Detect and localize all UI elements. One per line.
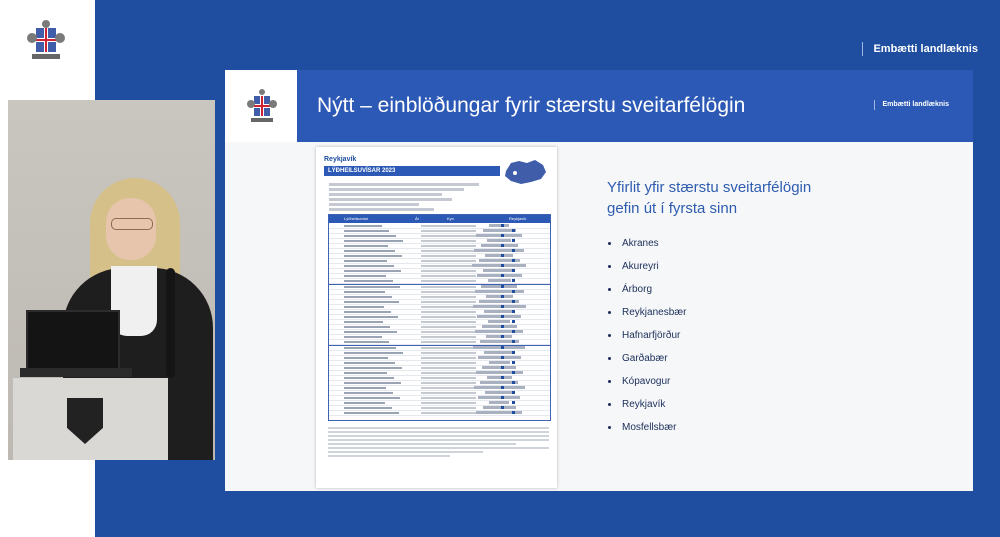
bullet-icon [608,334,611,337]
table-rows [329,224,550,420]
iceland-map-icon [501,157,549,187]
bullet-icon [608,311,611,314]
town-name: Mosfellsbær [622,422,677,433]
list-item [607,260,937,283]
column-header: Lýðheilsuvísir [344,216,369,221]
town-name: Akureyri [622,261,659,272]
slide-header [225,70,973,142]
table-row [329,340,550,345]
doc-footnotes [328,425,549,480]
table-row [329,279,550,284]
town-name: Akranes [622,238,659,249]
indicator-table [328,214,551,421]
speaker-glasses [111,218,153,230]
slide-subtitle-line1: Yfirlit yfir stærstu sveitarfélögin [607,179,812,196]
wall-poster [16,105,108,145]
town-name: Kópavogur [622,376,671,387]
column-header: Ár [415,216,419,221]
town-name: Hafnarfjörður [622,330,681,341]
health-indicators-document [316,147,557,488]
presentation-slide [225,70,973,491]
list-item [607,352,937,375]
slide-brand-text: Embætti landlæknis [874,100,949,110]
coat-of-arms-icon [25,20,67,64]
top-brand-text: Embætti landlæknis [862,42,978,56]
column-header: Reykjavík [509,216,527,221]
town-list [607,237,937,444]
town-name: Garðabær [622,353,668,364]
laptop-base [20,368,132,377]
doc-banner: LÝÐHEILSUVÍSAR 2023 [324,166,500,176]
bullet-icon [608,403,611,406]
town-name: Árborg [622,284,653,295]
table-row [329,411,550,416]
list-item [607,329,937,352]
bullet-icon [608,380,611,383]
slide-body [607,177,937,444]
slide-title: Nýtt – einblöðungar fyrir stærstu sveitarfélögin [317,94,746,117]
doc-legend [329,181,479,215]
podium [13,378,168,460]
bullet-icon [608,426,611,429]
podium-shield-icon [67,398,103,444]
list-item [607,421,937,444]
list-item [607,375,937,398]
coat-of-arms-icon [246,89,278,125]
microphone [166,268,175,378]
bullet-icon [608,357,611,360]
bullet-icon [608,265,611,268]
list-item [607,306,937,329]
list-item [607,398,937,421]
speaker-video [8,100,215,460]
list-item [607,237,937,260]
bullet-icon [608,288,611,291]
bullet-icon [608,242,611,245]
doc-city-title: Reykjavík [324,156,357,163]
column-header: Kyn [447,216,454,221]
table-header [329,215,550,223]
town-name: Reykjanesbær [622,307,687,318]
laptop [26,310,120,372]
slide-subtitle-line2: gefin út í fyrsta sinn [607,200,738,217]
town-name: Reykjavík [622,399,666,410]
list-item [607,283,937,306]
